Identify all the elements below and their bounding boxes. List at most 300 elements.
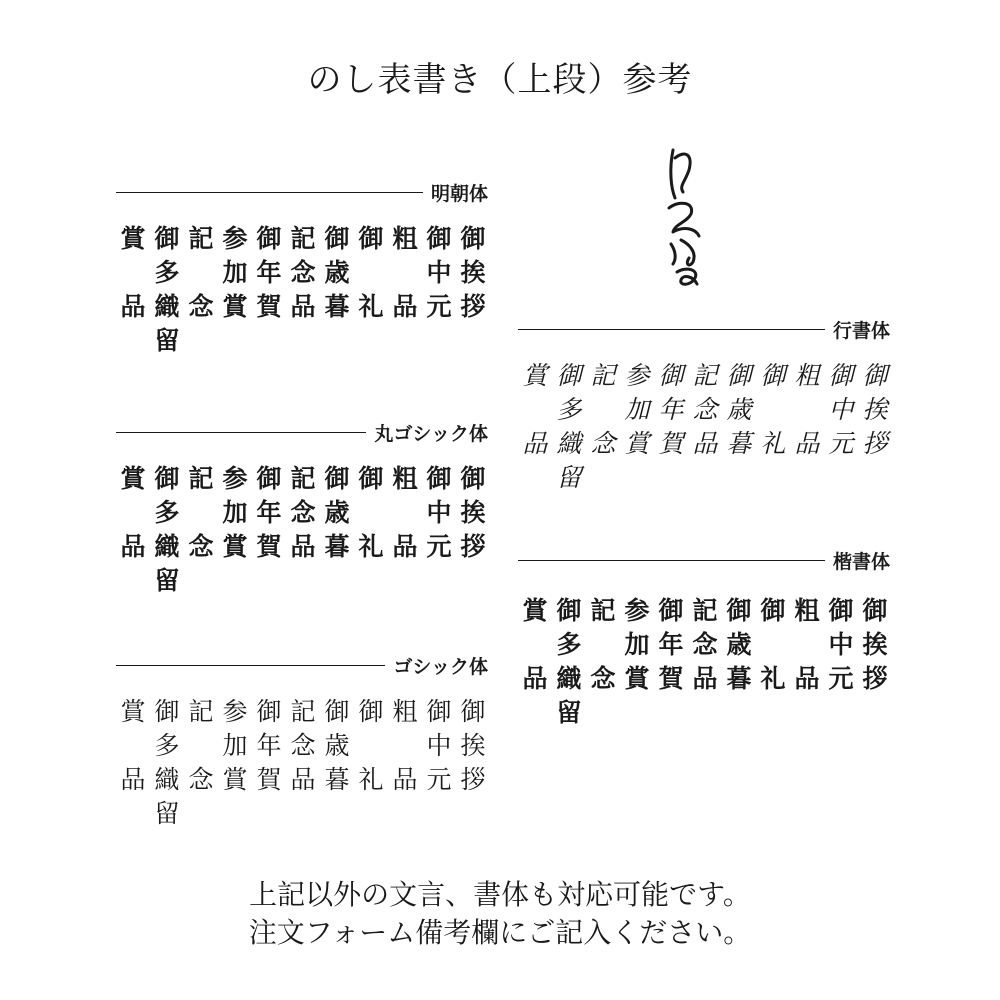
sample-character: 参 [624, 361, 650, 390]
text-column [756, 359, 790, 495]
sample-text-grid [116, 462, 488, 598]
sample-character: 品 [794, 664, 820, 693]
text-column [286, 222, 320, 358]
sample-character: 念 [188, 765, 214, 794]
text-column [688, 359, 722, 495]
sample-character: 御 [358, 697, 384, 726]
sample-character: 御 [154, 697, 180, 726]
sample-character [286, 797, 320, 831]
sample-character: 御 [828, 361, 854, 390]
section-kaisho [518, 548, 890, 730]
sample-character: 礼 [358, 765, 384, 794]
sample-character [790, 461, 824, 495]
sample-character: 礼 [760, 664, 786, 693]
sample-character: 品 [522, 429, 548, 458]
sample-character: 加 [624, 630, 650, 659]
sample-character [354, 256, 388, 290]
sample-character: 暮 [726, 429, 752, 458]
sample-character: 御 [358, 464, 384, 493]
sample-character: 賞 [222, 532, 248, 561]
sample-character: 御 [556, 596, 582, 625]
sample-character: 礼 [760, 429, 786, 458]
sample-character: 記 [290, 224, 316, 253]
sample-character [218, 797, 252, 831]
sample-character [858, 696, 892, 730]
sample-character: 礼 [358, 292, 384, 321]
sample-character: 中 [426, 258, 452, 287]
sample-character [456, 564, 490, 598]
sample-character: 御 [828, 596, 854, 625]
divider-rule [116, 665, 385, 666]
sample-character: 挨 [460, 258, 486, 287]
text-column [456, 462, 490, 598]
sample-character: 賀 [658, 664, 684, 693]
sample-character [354, 729, 388, 763]
sample-character: 粗 [794, 596, 820, 625]
sample-character: 留 [556, 698, 582, 727]
sample-character: 品 [290, 292, 316, 321]
sample-character: 歳 [324, 731, 350, 760]
sample-character [824, 696, 858, 730]
sample-character: 念 [692, 395, 718, 424]
sample-character: 多 [154, 498, 180, 527]
sample-character: 中 [426, 498, 452, 527]
sample-character: 品 [692, 429, 718, 458]
sample-character [116, 256, 150, 290]
sample-character: 記 [188, 697, 214, 726]
sample-character [388, 729, 422, 763]
text-column [354, 695, 388, 831]
sample-character: 御 [426, 464, 452, 493]
sample-character: 念 [290, 258, 316, 287]
sample-character: 粗 [392, 464, 418, 493]
sample-character [756, 461, 790, 495]
text-column [252, 462, 286, 598]
sample-character: 暮 [324, 532, 350, 561]
sample-character: 加 [222, 731, 248, 760]
sample-character: 御 [726, 596, 752, 625]
sample-character: 御 [556, 361, 582, 390]
sample-character: 参 [222, 697, 248, 726]
sample-text-grid [116, 695, 488, 831]
sample-character: 拶 [862, 429, 888, 458]
sample-character: 織 [154, 292, 180, 321]
sample-character: 念 [290, 731, 316, 760]
sample-character: 元 [828, 664, 854, 693]
sample-character [388, 797, 422, 831]
sample-character [586, 393, 620, 427]
sample-character: 御 [154, 224, 180, 253]
sample-character: 年 [658, 630, 684, 659]
sample-character: 年 [256, 258, 282, 287]
sample-character [790, 696, 824, 730]
sample-character: 礼 [358, 532, 384, 561]
sample-character: 御 [358, 224, 384, 253]
sample-character: 織 [556, 429, 582, 458]
sample-character: 賞 [624, 429, 650, 458]
sample-character: 品 [290, 532, 316, 561]
sample-character: 御 [460, 464, 486, 493]
sample-character: 粗 [392, 697, 418, 726]
section-gothic [116, 653, 488, 831]
text-column [722, 359, 756, 495]
sample-character: 挨 [862, 395, 888, 424]
sample-character: 多 [154, 258, 180, 287]
sample-character: 御 [256, 697, 282, 726]
text-column [388, 695, 422, 831]
sample-character: 賞 [522, 361, 548, 390]
sample-character: 挨 [862, 630, 888, 659]
sample-character: 加 [624, 395, 650, 424]
sample-text-grid [518, 359, 890, 495]
sample-character: 品 [120, 532, 146, 561]
text-column [218, 695, 252, 831]
sample-character: 賀 [658, 429, 684, 458]
sample-character: 粗 [392, 224, 418, 253]
sample-text-grid [116, 222, 488, 358]
text-column [552, 594, 586, 730]
sample-character: 念 [590, 664, 616, 693]
sample-character: 挨 [460, 498, 486, 527]
sample-character [654, 696, 688, 730]
font-style-label: 明朝体 [430, 182, 488, 205]
sample-character: 御 [426, 224, 452, 253]
sample-character: 賀 [256, 765, 282, 794]
sample-character [252, 797, 286, 831]
text-column [518, 594, 552, 730]
font-style-label: ゴシック体 [393, 655, 488, 678]
sample-character [388, 564, 422, 598]
sample-character [456, 797, 490, 831]
sample-character: 賞 [522, 596, 548, 625]
text-column [320, 222, 354, 358]
sample-character [824, 461, 858, 495]
text-column [722, 594, 756, 730]
sample-character [286, 324, 320, 358]
section-mincho [116, 180, 488, 358]
sample-character: 念 [590, 429, 616, 458]
sample-character: 賞 [222, 292, 248, 321]
sample-character [790, 628, 824, 662]
sample-character [116, 797, 150, 831]
sample-character: 記 [692, 596, 718, 625]
text-column [858, 594, 892, 730]
sample-character: 元 [426, 532, 452, 561]
sample-character: 年 [256, 498, 282, 527]
sample-character: 多 [556, 395, 582, 424]
text-column [252, 695, 286, 831]
text-column [620, 594, 654, 730]
text-column [388, 222, 422, 358]
text-column [184, 222, 218, 358]
sample-character: 元 [426, 292, 452, 321]
sample-character [354, 496, 388, 530]
sample-character: 記 [590, 361, 616, 390]
sample-character: 念 [290, 498, 316, 527]
sample-character [354, 324, 388, 358]
sample-character: 留 [154, 566, 180, 595]
sample-character [218, 564, 252, 598]
text-column [354, 462, 388, 598]
sample-character: 御 [324, 224, 350, 253]
sample-character [116, 564, 150, 598]
sample-character: 参 [222, 464, 248, 493]
sample-character: 元 [426, 765, 452, 794]
sample-text-grid [518, 594, 890, 730]
sample-character: 拶 [460, 532, 486, 561]
note-block [0, 876, 1000, 952]
sample-character: 年 [256, 731, 282, 760]
sample-character: 暮 [324, 292, 350, 321]
sample-character: 御 [658, 596, 684, 625]
sample-character [116, 324, 150, 358]
sample-character: 歳 [324, 258, 350, 287]
sample-character [756, 628, 790, 662]
sample-character [388, 324, 422, 358]
text-column [286, 695, 320, 831]
sample-character: 御 [426, 697, 452, 726]
text-column [150, 462, 184, 598]
sample-character: 賀 [256, 292, 282, 321]
sample-character [320, 564, 354, 598]
sample-character [858, 461, 892, 495]
sample-character: 記 [290, 464, 316, 493]
sample-character [286, 564, 320, 598]
sample-character [688, 696, 722, 730]
sample-character [320, 324, 354, 358]
text-column [654, 359, 688, 495]
sample-character: 御 [658, 361, 684, 390]
divider-rule [518, 560, 825, 561]
sample-character: 多 [556, 630, 582, 659]
sample-character: 留 [556, 463, 582, 492]
divider-rule [116, 192, 423, 193]
text-column [116, 462, 150, 598]
sample-character: 品 [392, 765, 418, 794]
sample-character [518, 696, 552, 730]
text-column [116, 222, 150, 358]
sample-character [252, 564, 286, 598]
sample-character: 品 [120, 292, 146, 321]
sample-character [354, 564, 388, 598]
text-column [824, 359, 858, 495]
sample-character: 御 [862, 596, 888, 625]
text-column [552, 359, 586, 495]
text-column [654, 594, 688, 730]
sample-character [184, 729, 218, 763]
sample-character: 粗 [794, 361, 820, 390]
sample-character [184, 256, 218, 290]
sample-character [586, 461, 620, 495]
sample-character: 多 [154, 731, 180, 760]
text-column [422, 222, 456, 358]
text-column [756, 594, 790, 730]
sample-character: 賞 [120, 697, 146, 726]
sample-character: 加 [222, 258, 248, 287]
sample-character: 賞 [624, 664, 650, 693]
sample-character [722, 696, 756, 730]
text-column [354, 222, 388, 358]
sample-character: 織 [154, 765, 180, 794]
sample-character: 留 [154, 799, 180, 828]
sample-character [518, 461, 552, 495]
text-column [456, 695, 490, 831]
divider-rule [518, 329, 825, 330]
sample-character: 織 [154, 532, 180, 561]
sample-character [388, 256, 422, 290]
sample-character: 品 [794, 429, 820, 458]
divider-rule [116, 432, 366, 433]
sample-character [722, 461, 756, 495]
sample-character: 御 [726, 361, 752, 390]
font-style-label: 行書体 [832, 319, 890, 342]
sample-character: 御 [154, 464, 180, 493]
sample-character: 記 [692, 361, 718, 390]
sample-character: 御 [862, 361, 888, 390]
text-column [518, 359, 552, 495]
sample-character: 拶 [460, 765, 486, 794]
sample-character: 年 [658, 395, 684, 424]
sample-character: 念 [692, 630, 718, 659]
sample-character [586, 696, 620, 730]
sample-character: 留 [154, 326, 180, 355]
sample-character [518, 393, 552, 427]
text-column [150, 695, 184, 831]
sample-character: 念 [188, 292, 214, 321]
text-column [620, 359, 654, 495]
sample-character [620, 696, 654, 730]
sample-character: 御 [256, 224, 282, 253]
sample-character: 品 [392, 292, 418, 321]
sample-character: 中 [828, 395, 854, 424]
sample-character: 品 [392, 532, 418, 561]
sample-character: 御 [760, 361, 786, 390]
sample-character [518, 628, 552, 662]
sample-character: 賞 [222, 765, 248, 794]
sample-character: 中 [426, 731, 452, 760]
sample-character: 御 [460, 697, 486, 726]
sample-character [252, 324, 286, 358]
text-column [790, 359, 824, 495]
sample-character [456, 324, 490, 358]
sample-character: 御 [460, 224, 486, 253]
sample-character: 御 [760, 596, 786, 625]
text-column [116, 695, 150, 831]
sample-character [654, 461, 688, 495]
sample-character [586, 628, 620, 662]
handwritten-signature [655, 140, 715, 290]
text-column [286, 462, 320, 598]
text-column [422, 462, 456, 598]
text-column [184, 462, 218, 598]
sample-character [184, 496, 218, 530]
sample-character [688, 461, 722, 495]
sample-character: 中 [828, 630, 854, 659]
sample-character [184, 797, 218, 831]
sample-character [320, 797, 354, 831]
text-column [218, 222, 252, 358]
sample-character: 記 [290, 697, 316, 726]
sample-character: 歳 [726, 395, 752, 424]
sample-character [756, 696, 790, 730]
text-column [320, 462, 354, 598]
sample-character: 参 [624, 596, 650, 625]
text-column [586, 594, 620, 730]
sample-character: 拶 [460, 292, 486, 321]
sample-character: 御 [324, 697, 350, 726]
text-column [184, 695, 218, 831]
sample-character: 御 [256, 464, 282, 493]
sample-character [116, 729, 150, 763]
sample-character [790, 393, 824, 427]
text-column [422, 695, 456, 831]
sample-character: 賞 [120, 224, 146, 253]
sample-character: 暮 [324, 765, 350, 794]
sample-character: 記 [188, 224, 214, 253]
sample-character: 御 [324, 464, 350, 493]
sample-character: 念 [188, 532, 214, 561]
section-gyosho [518, 317, 890, 495]
sample-character: 品 [290, 765, 316, 794]
sample-character [620, 461, 654, 495]
text-column [456, 222, 490, 358]
text-column [688, 594, 722, 730]
note-line-2: 注文フォーム備考欄にご記入ください。 [248, 916, 752, 949]
sample-character: 記 [590, 596, 616, 625]
sample-character: 品 [120, 765, 146, 794]
text-column [252, 222, 286, 358]
text-column [320, 695, 354, 831]
sample-character: 加 [222, 498, 248, 527]
sample-character: 拶 [862, 664, 888, 693]
text-column [388, 462, 422, 598]
sample-character [422, 797, 456, 831]
sample-character: 品 [692, 664, 718, 693]
sample-character [218, 324, 252, 358]
sample-character: 品 [522, 664, 548, 693]
sample-character: 歳 [324, 498, 350, 527]
text-column [824, 594, 858, 730]
sample-character: 賀 [256, 532, 282, 561]
text-column [150, 222, 184, 358]
font-style-label: 丸ゴシック体 [374, 422, 488, 445]
section-maru-gothic [116, 420, 488, 598]
sample-character [422, 324, 456, 358]
sample-character [184, 324, 218, 358]
sample-character: 暮 [726, 664, 752, 693]
sample-character [184, 564, 218, 598]
sample-character: 挨 [460, 731, 486, 760]
text-column [586, 359, 620, 495]
text-column [218, 462, 252, 598]
note-line-1: 上記以外の文言、書体も対応可能です。 [249, 878, 751, 911]
sample-character: 元 [828, 429, 854, 458]
sample-character: 記 [188, 464, 214, 493]
sample-character [388, 496, 422, 530]
page-title: のし表書き（上段）参考 [307, 60, 693, 100]
text-column [858, 359, 892, 495]
sample-character [756, 393, 790, 427]
sample-character: 歳 [726, 630, 752, 659]
sample-character: 織 [556, 664, 582, 693]
sample-character [422, 564, 456, 598]
text-column [790, 594, 824, 730]
font-style-label: 楷書体 [832, 550, 890, 573]
sample-character: 参 [222, 224, 248, 253]
sample-character [116, 496, 150, 530]
sample-character [354, 797, 388, 831]
sample-character: 賞 [120, 464, 146, 493]
